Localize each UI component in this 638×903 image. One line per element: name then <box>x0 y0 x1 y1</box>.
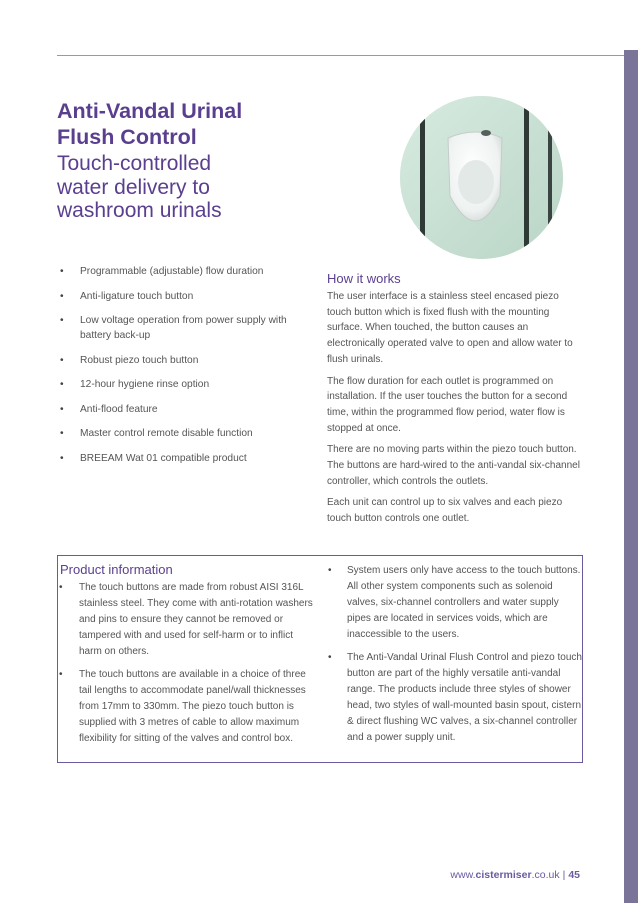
how-it-works-paragraph: There are no moving parts within the piezo touch button. The buttons are hard-wired to the anti-vandal six-channel controller, which controls the outlets. <box>327 444 580 487</box>
url-suffix: .co.uk <box>531 869 560 881</box>
product-information-box <box>57 555 315 763</box>
how-it-works-paragraph: Each unit can control up to six valves and each piezo touch button controls one outlet. <box>327 497 563 525</box>
product-information-heading: Product information <box>60 562 173 577</box>
page-subtitle <box>57 152 307 223</box>
feature-list <box>58 264 308 475</box>
urinal-photo <box>400 96 563 259</box>
title-line-2: Flush Control <box>57 125 197 149</box>
url-prefix: www. <box>450 869 476 881</box>
page-number: 45 <box>568 869 580 881</box>
page-title <box>57 98 317 150</box>
product-information-item: • System users only have access to the touch buttons. All other system components such as solenoid valves, six-channel controllers and water supply pipes are located in services voids, which are inaccessible to the users. <box>327 563 582 643</box>
how-it-works-heading: How it works <box>327 271 401 286</box>
subtitle-line-2: water delivery to <box>57 175 210 199</box>
how-it-works-paragraph: The user interface is a stainless steel encased piezo touch button which is fixed flush with the mounting surface. When touched, the button causes an electronically operated valve to open and allow water to flush urinals. <box>327 291 573 365</box>
product-information-box-right <box>315 555 583 763</box>
website-link[interactable] <box>450 869 559 881</box>
product-information-item: • The Anti-Vandal Urinal Flush Control and piezo touch button are part of the highly versatile anti-vandal range. The products include three styles of shower head, two styles of wall-mounted basin spout, cistern & direct flushing WC valves, a six-channel controller and a power supply unit. <box>327 650 582 745</box>
feature-item: • Programmable (adjustable) flow duration <box>58 264 308 279</box>
subtitle-line-1: Touch-controlled <box>57 152 212 175</box>
product-information-item: • The touch buttons are made from robust AISI 316L stainless steel. They come with anti-rotation washers and pins to ensure they cannot be removed or tampered with and used for self-harm or to inflict harm on others. <box>58 580 315 660</box>
feature-item: • Robust piezo touch button <box>58 353 308 368</box>
title-line-1: Anti-Vandal Urinal <box>57 99 243 123</box>
product-information-list-left <box>58 580 315 747</box>
how-it-works-section <box>327 271 581 533</box>
feature-item: • 12-hour hygiene rinse option <box>58 377 308 392</box>
top-divider <box>57 55 624 56</box>
feature-item: • Master control remote disable function <box>58 426 308 441</box>
product-information-list-right <box>327 563 582 745</box>
url-brand: cistermiser <box>475 869 532 881</box>
page-footer <box>380 869 580 881</box>
feature-item: • BREEAM Wat 01 compatible product <box>58 451 308 466</box>
footer-separator: | <box>562 869 566 881</box>
subtitle-line-3: washroom urinals <box>57 199 222 222</box>
product-information-item: • The touch buttons are available in a choice of three tail lengths to accommodate panel/wall thicknesses from 17mm to 330mm. The piezo touch button is supplied with 3 metres of cable to allow maximum flexibility for sitting of the valves and control box. <box>58 667 315 747</box>
feature-item: • Low voltage operation from power supply with battery back-up <box>58 313 308 343</box>
urinal-illustration <box>400 96 563 259</box>
how-it-works-paragraph: The flow duration for each outlet is programmed on installation. If the user touches the button for a second time, within the programmed flow period, water flow is stopped at once. <box>327 375 568 434</box>
feature-item: • Anti-ligature touch button <box>58 289 308 304</box>
feature-item: • Anti-flood feature <box>58 402 308 417</box>
side-color-stripe <box>624 50 638 903</box>
